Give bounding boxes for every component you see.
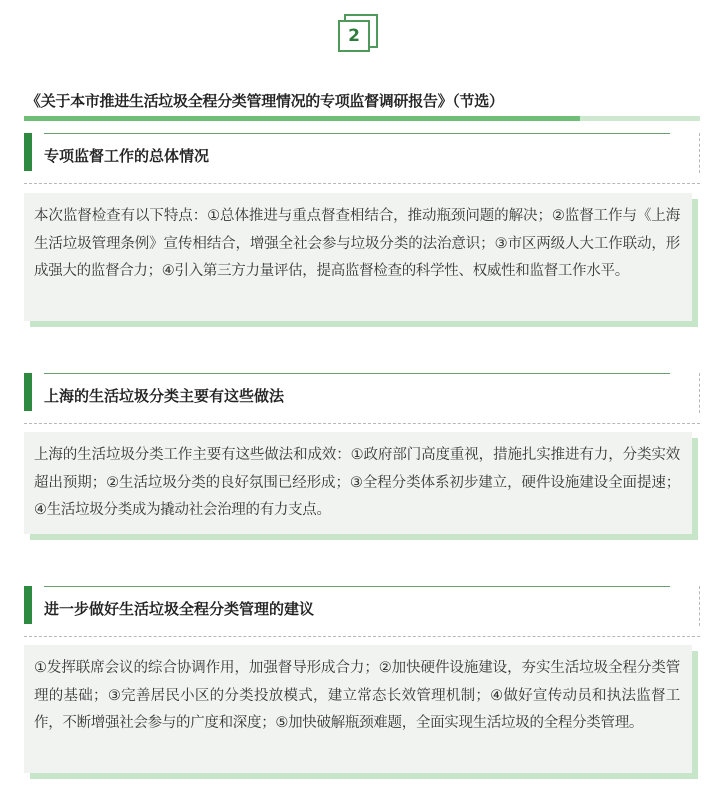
badge-number: 2 — [338, 20, 370, 52]
header-accent-bar — [24, 586, 32, 624]
section-heading: 专项监督工作的总体情况 — [44, 147, 210, 165]
section-body-text: 上海的生活垃圾分类工作主要有这些做法和成效：①政府部门高度重视，措施扎实推进有力，分类实效超出预期；②生活垃圾分类的良好氛围已经形成；③全程分类体系初步建立，硬件设施建设全面提速；④生活垃圾分类成为撬动社会治理的有力支点。 — [34, 447, 680, 518]
title-underline-accent — [24, 116, 580, 121]
header-dashed-border — [699, 586, 700, 626]
header-top-line — [44, 586, 670, 587]
section-body-text: 本次监督检查有以下特点：①总体推进与重点督查相结合，推动瓶颈问题的解决；②监督工作与《上海生活垃圾管理条例》宣传相结合，增强全社会参与垃圾分类的法治意识；③市区两级人大工作联动，形成强大的监督合力；④引入第三方力量评估，提高监督检查的科学性、权威性和监督工作水平。 — [34, 208, 680, 279]
header-top-line — [44, 133, 670, 134]
section-heading: 上海的生活垃圾分类主要有这些做法 — [44, 387, 285, 405]
section-header — [24, 586, 700, 638]
section-body-box — [24, 193, 692, 321]
section-header — [24, 373, 700, 425]
section-number-badge — [338, 14, 378, 54]
section-body-box — [24, 645, 692, 773]
header-dashed-divider — [24, 636, 700, 637]
document-title: 《关于本市推进生活垃圾全程分类管理情况的专项监督调研报告》（节选） — [26, 92, 504, 110]
header-accent-bar — [24, 133, 32, 171]
section-body-box — [24, 432, 692, 534]
header-accent-bar — [24, 373, 32, 411]
section-body-text: ①发挥联席会议的综合协调作用，加强督导形成合力；②加快硬件设施建设，夯实生活垃圾全程分类管理的基础；③完善居民小区的分类投放模式，建立常态长效管理机制；④做好宣传动员和执法监督工作，不断增强社会参与的广度和深度；⑤加快破解瓶颈难题，全面实现生活垃圾的全程分类管理。 — [34, 660, 680, 731]
header-dashed-divider — [24, 423, 700, 424]
header-dashed-border — [699, 133, 700, 173]
header-dashed-divider — [24, 183, 700, 184]
section-heading: 进一步做好生活垃圾全程分类管理的建议 — [44, 600, 315, 618]
section-header — [24, 133, 700, 185]
header-top-line — [44, 373, 670, 374]
header-dashed-border — [699, 373, 700, 413]
